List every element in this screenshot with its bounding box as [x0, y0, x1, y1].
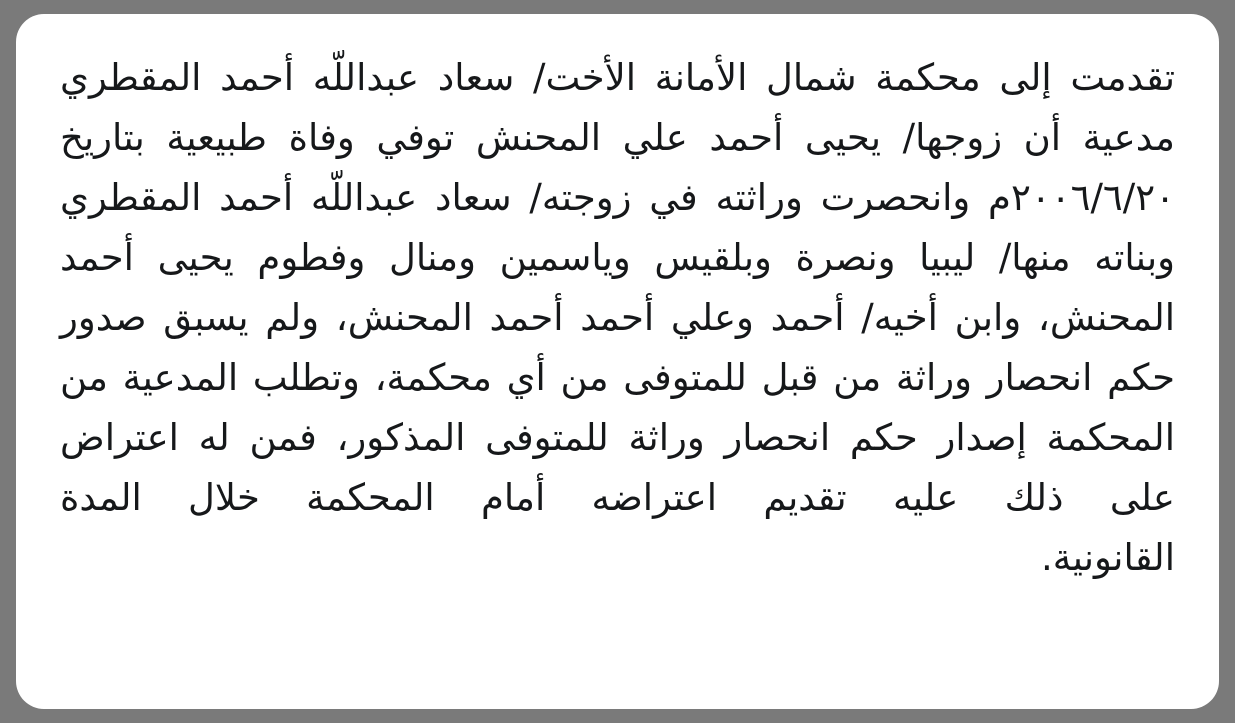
notice-body-main: تقدمت إلى محكمة شمال الأمانة الأخت/ سعاد عبداللّه أحمد المقطري مدعية أن زوجها/ يحيى أحمد علي المحنش توفي وفاة طبيعية بتاريخ ٢٠٠٦/٦/٢٠م وانحصرت وراثته في زوجته/ سعاد عبداللّه أحمد المقطري وبناته منها/ ليبيا ونصرة وبلقيس وياسمين ومنال وفطوم يحيى أحمد المحنش، وابن أخيه/ أحمد وعلي أحمد أحمد المحنش، ولم يسبق صدور حكم انحصار وراثة من قبل للمتوفى من أي محكمة، وتطلب المدعية من المحكمة إصدار حكم انحصار وراثة للمتوفى المذكور، فمن له اعتراض على ذلك عليه تقديم اعتراضه أمام المحكمة خلال المدة	[60, 56, 1175, 519]
notice-body-last-line: القانونية.	[1040, 535, 1175, 579]
notice-card	[16, 14, 1219, 709]
notice-body-text	[60, 48, 1175, 587]
